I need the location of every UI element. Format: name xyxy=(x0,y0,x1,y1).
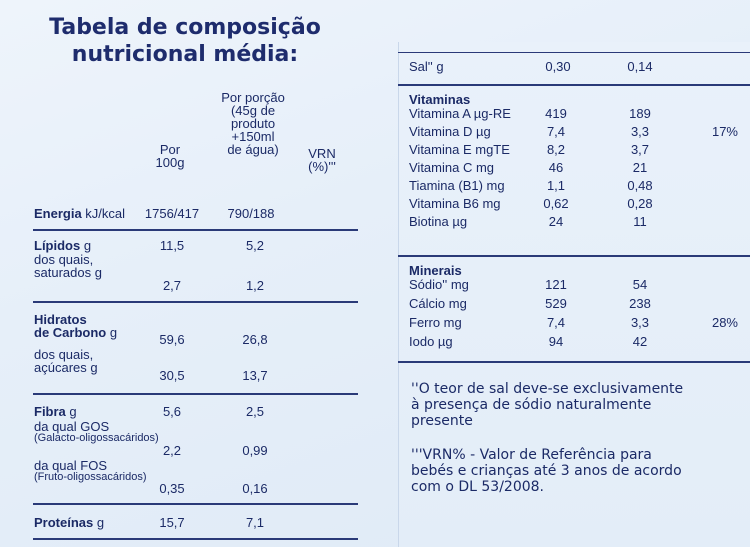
row-divider xyxy=(398,361,750,363)
nutrient-per-portion: 3,3 xyxy=(630,315,650,330)
nutrient-per-100g: 94 xyxy=(548,334,564,349)
acucares-per-100g: 30,5 xyxy=(159,368,185,383)
header-per-portion: Por porção (45g de produto +150ml de água) xyxy=(221,90,285,157)
nutrient-row xyxy=(409,215,739,233)
row-hidratos-label: Hidratos de Carbono g xyxy=(34,312,118,340)
nutrient-per-portion: 54 xyxy=(632,277,648,292)
table-title xyxy=(0,14,370,68)
nutrient-name: Vitamina D µg xyxy=(409,124,491,139)
nutrient-name: Tiamina (B1) mg xyxy=(409,178,505,193)
nutrient-per-portion: 0,28 xyxy=(627,196,653,211)
row-sal-label: Sal'' g xyxy=(409,59,444,74)
hidratos-per-portion: 26,8 xyxy=(242,332,268,347)
footnote-sal: ''O teor de sal deve-se exclusivamente à presença de sódio naturalmente presente xyxy=(411,381,684,429)
header-vrn: VRN (%)''' xyxy=(308,146,336,174)
nutrient-name: Sódio'' mg xyxy=(409,277,469,292)
energia-per-100g: 1756/417 xyxy=(144,206,200,221)
row-divider xyxy=(33,393,358,395)
sal-per-100g: 0,30 xyxy=(545,59,571,74)
gos-per-portion: 0,99 xyxy=(242,443,268,458)
gos-per-100g: 2,2 xyxy=(162,443,182,458)
proteinas-per-100g: 15,7 xyxy=(159,515,185,530)
row-lipidos-label: Lípidos g xyxy=(34,238,92,253)
nutrient-name: Vitamina C mg xyxy=(409,160,495,175)
row-divider xyxy=(398,255,750,257)
row-divider xyxy=(398,84,750,86)
row-divider xyxy=(33,229,358,231)
nutrient-name: Vitamina E mgTE xyxy=(409,142,510,157)
nutrient-per-portion: 0,48 xyxy=(627,178,653,193)
lipidos-per-portion: 5,2 xyxy=(245,238,265,253)
nutrient-per-portion: 3,7 xyxy=(630,142,650,157)
acucares-per-portion: 13,7 xyxy=(242,368,268,383)
nutrient-vrn: 17% xyxy=(711,124,738,139)
section-vitaminas-title: Vitaminas xyxy=(409,92,471,107)
header-per-100g: Por 100g xyxy=(155,142,185,170)
nutrient-per-portion: 42 xyxy=(632,334,648,349)
fos-per-100g: 0,35 xyxy=(159,481,185,496)
energia-per-portion: 790/188 xyxy=(227,206,275,221)
nutrient-per-100g: 121 xyxy=(545,277,567,292)
nutrient-row xyxy=(409,278,739,297)
row-divider xyxy=(398,52,750,53)
nutrient-per-100g: 8,2 xyxy=(546,142,566,157)
nutrient-row xyxy=(409,125,739,143)
nutrient-name: Iodo µg xyxy=(409,334,453,349)
nutrient-per-100g: 46 xyxy=(548,160,564,175)
row-divider xyxy=(33,301,358,303)
nutrient-row xyxy=(409,197,739,215)
nutrient-row xyxy=(409,161,739,179)
nutrient-per-100g: 529 xyxy=(545,296,567,311)
sal-per-portion: 0,14 xyxy=(627,59,653,74)
row-energia-label: Energia kJ/kcal xyxy=(34,206,126,221)
title-line-1: Tabela de composição xyxy=(49,15,321,40)
nutrient-per-100g: 24 xyxy=(548,214,564,229)
row-saturados-label: dos quais, saturados g xyxy=(34,252,102,280)
nutrient-per-100g: 1,1 xyxy=(546,178,566,193)
nutrient-row xyxy=(409,143,739,161)
nutrient-per-portion: 238 xyxy=(629,296,651,311)
nutrient-per-100g: 0,62 xyxy=(543,196,569,211)
nutrient-per-100g: 7,4 xyxy=(546,124,566,139)
nutrient-name: Ferro mg xyxy=(409,315,462,330)
fos-per-portion: 0,16 xyxy=(242,481,268,496)
nutrient-row xyxy=(409,107,739,125)
nutrient-name: Vitamina B6 mg xyxy=(409,196,501,211)
fibra-per-portion: 2,5 xyxy=(245,404,265,419)
nutrient-per-portion: 3,3 xyxy=(630,124,650,139)
lipidos-per-100g: 11,5 xyxy=(159,238,185,253)
nutrient-per-portion: 21 xyxy=(632,160,648,175)
row-gos-label: da qual GOS (Galacto-oligossacáridos) xyxy=(34,419,159,444)
saturados-per-portion: 1,2 xyxy=(245,278,265,293)
nutrient-row xyxy=(409,297,739,316)
nutrient-name: Biotina µg xyxy=(409,214,468,229)
nutrient-row xyxy=(409,316,739,335)
saturados-per-100g: 2,7 xyxy=(162,278,182,293)
hidratos-per-100g: 59,6 xyxy=(159,332,185,347)
nutrient-row xyxy=(409,335,739,354)
row-divider xyxy=(33,538,358,540)
row-acucares-label: dos quais, açúcares g xyxy=(34,347,98,375)
row-divider xyxy=(33,503,358,505)
title-line-2: nutricional média: xyxy=(71,42,299,67)
nutrient-name: Vitamina A µg-RE xyxy=(409,106,511,121)
nutrient-row xyxy=(409,179,739,197)
footnote-vrn: '''VRN% - Valor de Referência para bebés e crianças até 3 anos de acordo com o DL 53/2008. xyxy=(411,447,682,495)
nutrient-name: Cálcio mg xyxy=(409,296,467,311)
proteinas-per-portion: 7,1 xyxy=(245,515,265,530)
nutrient-vrn: 28% xyxy=(711,315,738,330)
fibra-per-100g: 5,6 xyxy=(162,404,182,419)
section-minerais-title: Minerais xyxy=(409,263,462,278)
nutrient-per-100g: 419 xyxy=(545,106,567,121)
nutrient-per-100g: 7,4 xyxy=(546,315,566,330)
row-fibra-label: Fibra g xyxy=(34,404,77,419)
nutrient-per-portion: 11 xyxy=(633,214,647,229)
row-fos-label: da qual FOS (Fruto-oligossacáridos) xyxy=(34,458,147,483)
nutrient-per-portion: 189 xyxy=(629,106,651,121)
row-proteinas-label: Proteínas g xyxy=(34,515,105,530)
